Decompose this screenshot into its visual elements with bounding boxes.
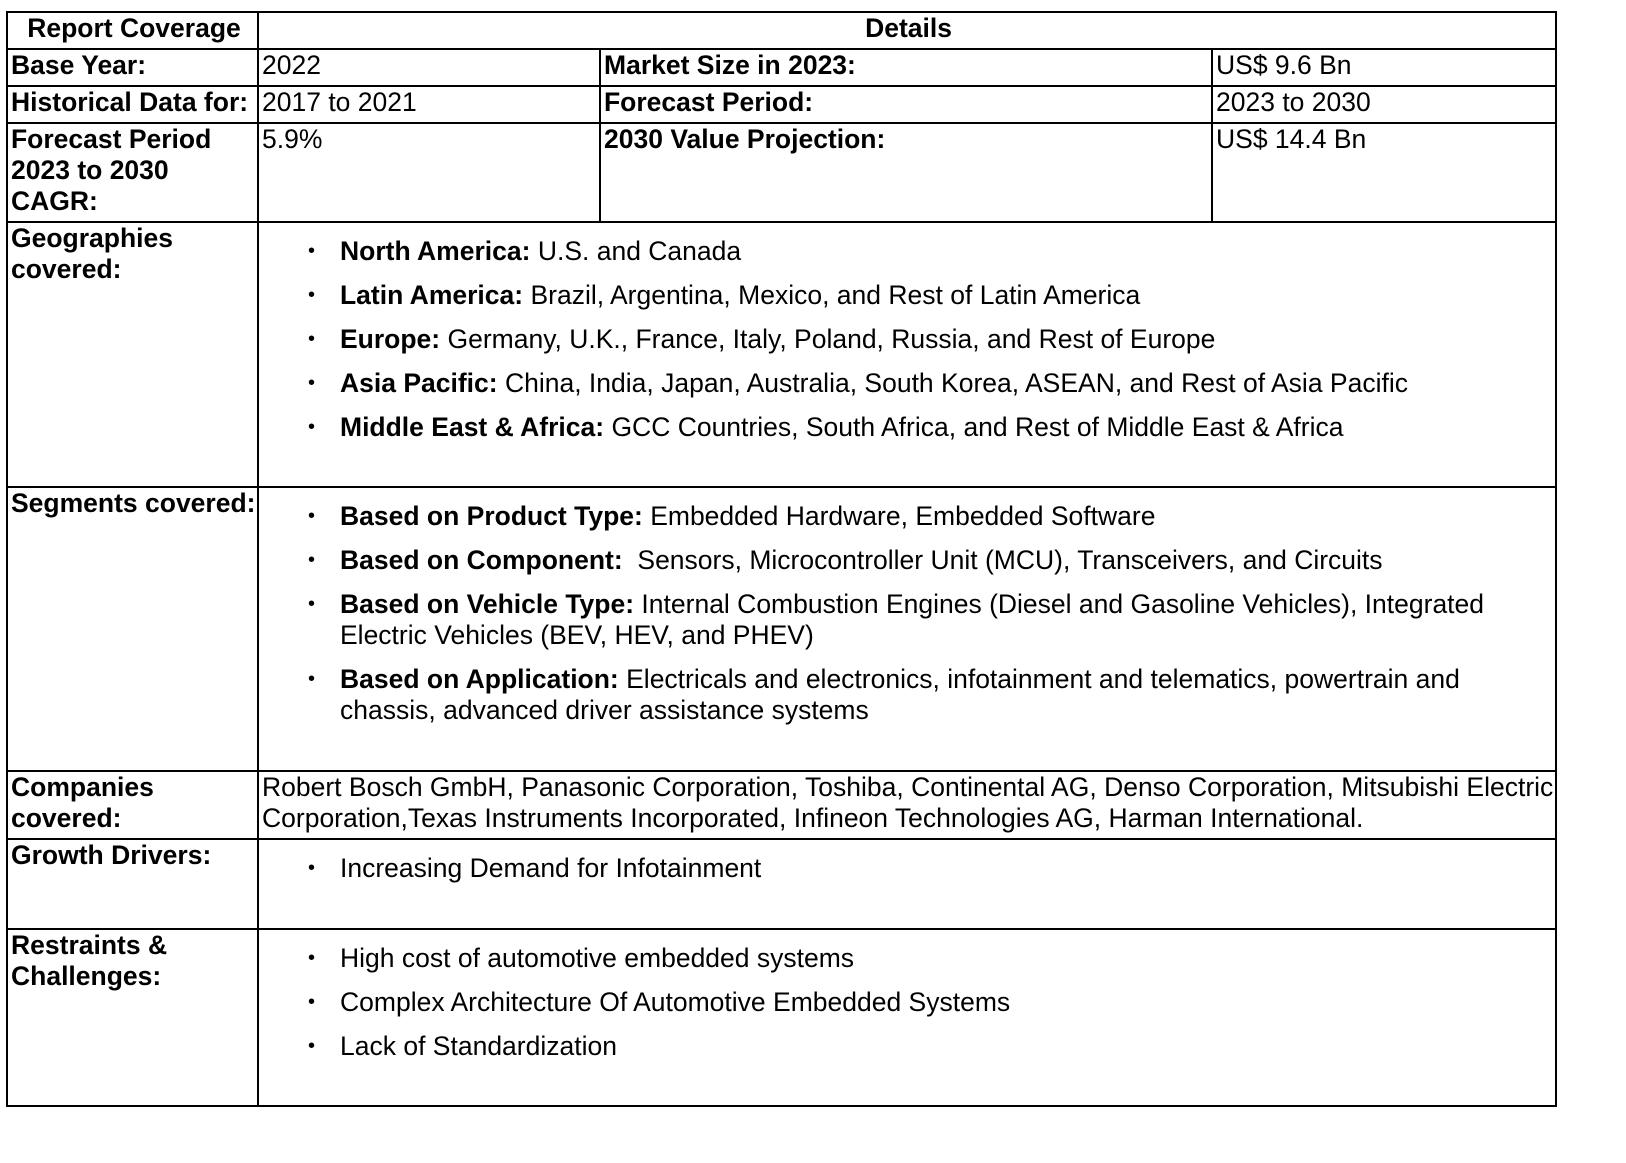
companies-value: Robert Bosch GmbH, Panasonic Corporation, Toshiba, Continental AG, Denso Corporation, Mitsubishi Electric Corporation,Texas Instruments Incorporated, Infineon Technologies AG, Harman International. (258, 771, 1556, 839)
row-companies (7, 771, 1556, 839)
list-item (308, 1031, 1555, 1062)
item-text: Electricals and electronics, infotainment and telematics, powertrain and chassis, advanced driver assistance systems (340, 664, 1460, 725)
bullet-icon: • (308, 416, 316, 438)
bullet-icon: • (308, 991, 316, 1013)
geographies-list (262, 236, 1555, 443)
segments-list (262, 501, 1555, 726)
item-text: Embedded Hardware, Embedded Software (642, 501, 1156, 531)
base-year-label: Base Year: (7, 49, 258, 86)
item-title: Middle East & Africa: (340, 412, 605, 442)
row-cagr (7, 123, 1556, 222)
growth-list (262, 853, 1555, 884)
restraints-list (262, 943, 1555, 1062)
item-text: Internal Combustion Engines (Diesel and Gasoline Vehicles), Integrated Electric Vehicles (BEV, HEV, and PHEV) (340, 589, 1485, 650)
bullet-icon: • (308, 328, 316, 350)
historical-value: 2017 to 2021 (258, 86, 600, 123)
list-item (308, 664, 1555, 726)
list-item (308, 236, 1555, 267)
item-title: Based on Application: (340, 664, 619, 694)
base-year-value: 2022 (258, 49, 600, 86)
row-base-year (7, 49, 1556, 86)
restraints-cell (258, 929, 1556, 1106)
item-text: High cost of automotive embedded systems (340, 943, 855, 973)
historical-label: Historical Data for: (7, 86, 258, 123)
cagr-label: Forecast Period 2023 to 2030 CAGR: (7, 123, 258, 222)
bullet-icon: • (308, 505, 316, 527)
bullet-icon: • (308, 857, 316, 879)
list-item (308, 280, 1555, 311)
list-item (308, 324, 1555, 355)
list-item (308, 853, 1555, 884)
row-restraints (7, 929, 1556, 1106)
item-title: Based on Product Type: (340, 501, 643, 531)
item-title: Based on Component: (340, 545, 623, 575)
item-title: Asia Pacific: (340, 368, 498, 398)
bullet-icon: • (308, 240, 316, 262)
projection-value: US$ 14.4 Bn (1212, 123, 1556, 222)
item-text: China, India, Japan, Australia, South Korea, ASEAN, and Rest of Asia Pacific (497, 368, 1408, 398)
item-text: Increasing Demand for Infotainment (340, 853, 762, 883)
forecast-period-label: Forecast Period: (600, 86, 1212, 123)
geographies-cell (258, 222, 1556, 487)
growth-label: Growth Drivers: (7, 839, 258, 929)
list-item (308, 545, 1555, 576)
row-segments (7, 487, 1556, 771)
bullet-icon: • (308, 372, 316, 394)
item-text: GCC Countries, South Africa, and Rest of Middle East & Africa (604, 412, 1344, 442)
list-item (308, 589, 1555, 651)
item-text: Brazil, Argentina, Mexico, and Rest of Latin America (523, 280, 1141, 310)
item-text: Lack of Standardization (340, 1031, 617, 1061)
header-details: Details (258, 12, 1556, 49)
item-text: Germany, U.K., France, Italy, Poland, Russia, and Rest of Europe (440, 324, 1216, 354)
bullet-icon: • (308, 593, 316, 615)
restraints-label: Restraints & Challenges: (7, 929, 258, 1106)
bullet-icon: • (308, 1035, 316, 1057)
row-growth-drivers (7, 839, 1556, 929)
projection-label: 2030 Value Projection: (600, 123, 1212, 222)
companies-label: Companies covered: (7, 771, 258, 839)
item-title: Based on Vehicle Type: (340, 589, 635, 619)
bullet-icon: • (308, 947, 316, 969)
segments-label: Segments covered: (7, 487, 258, 771)
item-text: U.S. and Canada (530, 236, 742, 266)
list-item (308, 987, 1555, 1018)
market-size-label: Market Size in 2023: (600, 49, 1212, 86)
list-item (308, 368, 1555, 399)
header-report-coverage: Report Coverage (7, 12, 258, 49)
report-coverage-table (6, 11, 1557, 1107)
item-text: Sensors, Microcontroller Unit (MCU), Transceivers, and Circuits (622, 545, 1383, 575)
cagr-value: 5.9% (258, 123, 600, 222)
row-geographies (7, 222, 1556, 487)
segments-cell (258, 487, 1556, 771)
geographies-label: Geographies covered: (7, 222, 258, 487)
market-size-value: US$ 9.6 Bn (1212, 49, 1556, 86)
item-title: Europe: (340, 324, 441, 354)
growth-cell (258, 839, 1556, 929)
header-row (7, 12, 1556, 49)
bullet-icon: • (308, 284, 316, 306)
bullet-icon: • (308, 668, 316, 690)
list-item (308, 943, 1555, 974)
list-item (308, 501, 1555, 532)
bullet-icon: • (308, 549, 316, 571)
row-historical (7, 86, 1556, 123)
item-title: Latin America: (340, 280, 524, 310)
list-item (308, 412, 1555, 443)
item-title: North America: (340, 236, 531, 266)
forecast-period-value: 2023 to 2030 (1212, 86, 1556, 123)
item-text: Complex Architecture Of Automotive Embedded Systems (340, 987, 1011, 1017)
